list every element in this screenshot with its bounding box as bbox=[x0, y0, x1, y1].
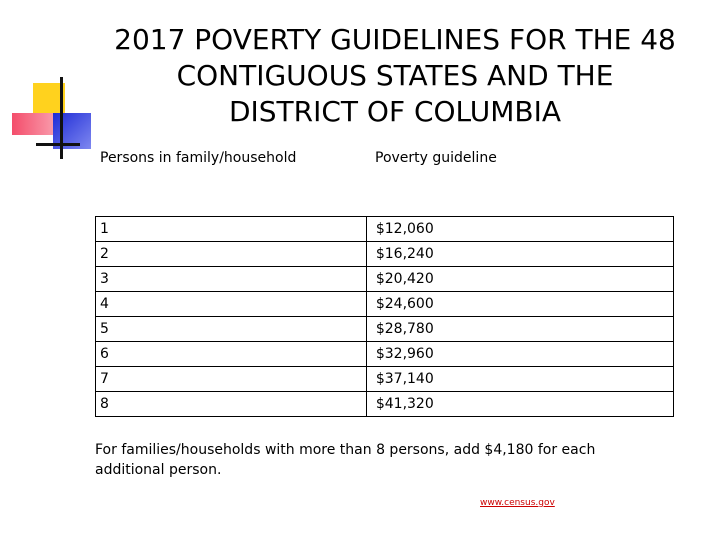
table-row bbox=[96, 392, 674, 417]
persons-cell: 1 bbox=[96, 217, 367, 242]
guideline-cell: $28,780 bbox=[366, 317, 673, 342]
table-row bbox=[96, 242, 674, 267]
guideline-cell: $12,060 bbox=[366, 217, 673, 242]
source-link[interactable]: www.census.gov bbox=[480, 498, 555, 508]
header-guideline: Poverty guideline bbox=[375, 150, 497, 166]
table-row bbox=[96, 292, 674, 317]
guideline-cell: $32,960 bbox=[366, 342, 673, 367]
decorative-vertical-line bbox=[60, 77, 63, 159]
guideline-cell: $37,140 bbox=[366, 367, 673, 392]
guideline-cell: $24,600 bbox=[366, 292, 673, 317]
guideline-cell: $16,240 bbox=[366, 242, 673, 267]
persons-cell: 3 bbox=[96, 267, 367, 292]
guideline-cell: $20,420 bbox=[366, 267, 673, 292]
guideline-cell: $41,320 bbox=[366, 392, 673, 417]
guidelines-table bbox=[95, 216, 674, 417]
persons-cell: 8 bbox=[96, 392, 367, 417]
persons-cell: 4 bbox=[96, 292, 367, 317]
header-persons: Persons in family/household bbox=[100, 150, 297, 166]
table-row bbox=[96, 267, 674, 292]
persons-cell: 6 bbox=[96, 342, 367, 367]
persons-cell: 7 bbox=[96, 367, 367, 392]
decorative-pink-bar bbox=[12, 113, 58, 135]
decorative-horizontal-line bbox=[36, 143, 80, 146]
table-header bbox=[96, 150, 676, 170]
title-line-3: DISTRICT OF COLUMBIA bbox=[228, 95, 562, 128]
table-row bbox=[96, 217, 674, 242]
table-row bbox=[96, 342, 674, 367]
title-line-1: 2017 POVERTY GUIDELINES FOR THE 48 bbox=[114, 23, 676, 56]
footnote: For families/households with more than 8 persons, add $4,180 for each additional person. bbox=[95, 442, 596, 478]
table-row bbox=[96, 367, 674, 392]
table-row bbox=[96, 317, 674, 342]
persons-cell: 2 bbox=[96, 242, 367, 267]
slide-title bbox=[95, 22, 695, 130]
title-line-2: CONTIGUOUS STATES AND THE bbox=[176, 59, 614, 92]
persons-cell: 5 bbox=[96, 317, 367, 342]
